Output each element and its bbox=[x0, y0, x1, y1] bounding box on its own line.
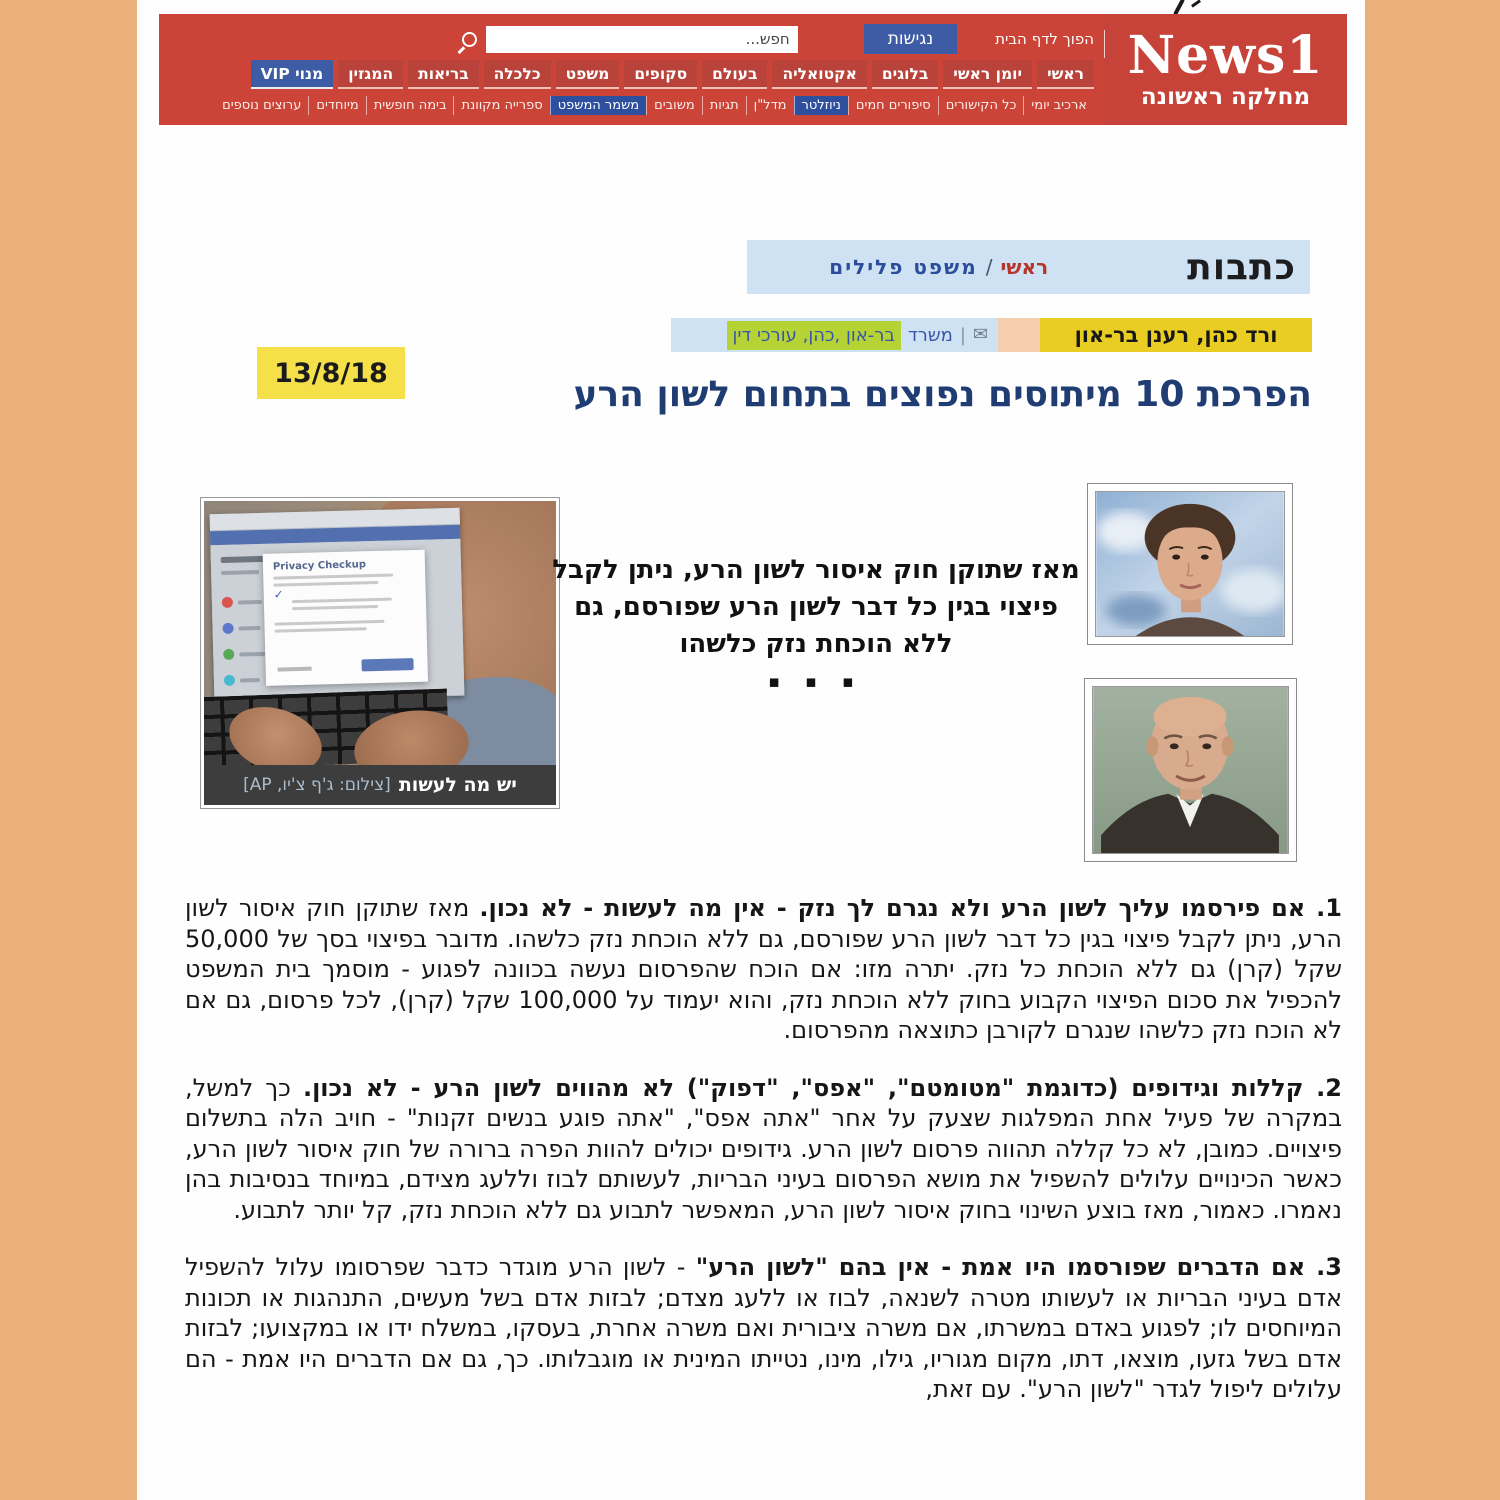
header-top-row bbox=[165, 21, 1094, 57]
paragraph-3-text: - לשון הרע מוגדר כדבר שפרסומו עלול להשפיל אדם בעיני הבריות או לעשותו מטרה לשנאה, לבוז או ללעג מצדם; לבזות אדם בשל מעשים, התנהגות או תכונות המיוחסים לו; לפגוע באדם במשרתו, אם משרה ציבורית ואם משרה אחרת, בעסקו, במשלח ידו או במקצועו; לבזות אדם בשל גזעו, מוצאו, דתו, מקום מגוריו, גילו, מינו, נטייתו המינית או מוגבלותו. כך, גם אם הדברים היו אמת - הם עלולים ליפול לגדר "לשון הרע". עם זאת, bbox=[185, 1253, 1342, 1403]
check-icon: ✓ bbox=[273, 587, 284, 602]
article-lede: מאז שתוקן חוק איסור לשון הרע, ניתן לקבל פיצוי בגין כל דבר לשון הרע שפורסם, גם ללא הוכחת נזק כלשהו bbox=[552, 555, 1080, 659]
article-headline: הפרכת 10 מיתוסים נפוצים בתחום לשון הרע bbox=[573, 374, 1312, 415]
accessibility-button[interactable]: נגישות bbox=[864, 24, 957, 54]
article-body bbox=[185, 893, 1342, 1432]
subnav-feedback[interactable]: משובים bbox=[646, 96, 702, 115]
laptop-screen bbox=[210, 508, 465, 702]
facebook-page bbox=[210, 539, 464, 701]
breadcrumb bbox=[829, 255, 1048, 279]
nav-tab-daily-log[interactable]: יומן ראשי bbox=[943, 60, 1032, 89]
paragraph-2-text: כך למשל, במקרה של פעיל אחת המפלגות שצעק על אחר "אתה אפס", "אתה פוגע בנשים זקנות" - חויב הלה בתשלום פיצויים. כמובן, לא כל קללה תהווה פרסום לשון הרע. גידופים יכולים להוות הפרה ברורה של חוק איסור לשון הרע, כאשר הכינויים עלולים להשפיל את מושא הפרסום בעיני הבריות, לעשותם לבוז וללעג מצידם, במיוחד בנסיבות בהן נאמרו. כאמור, מאז בוצע השינוי בחוק איסור לשון הרע, המאפשר לתבוע גם ללא הוכחת נזק, קל יותר לתבוע. bbox=[185, 1073, 1342, 1224]
subnav-more-channels[interactable]: ערוצים נוספים bbox=[222, 98, 302, 113]
paragraph-1-lead: 1. אם פירסמו עליך לשון הרע ולא נגרם לך נזק - אין מה לעשות - לא נכון. bbox=[479, 894, 1342, 922]
page-heading-bar bbox=[221, 556, 267, 563]
nav-tab-world[interactable]: בעולם bbox=[702, 60, 767, 89]
laptop-photo bbox=[204, 501, 556, 765]
nav-tab-vip[interactable]: מנוי VIP bbox=[251, 60, 334, 89]
main-nav bbox=[165, 60, 1094, 89]
divider-dots: ▪ ▪ ▪ bbox=[768, 672, 864, 692]
subnav-free-stage[interactable]: בימה חופשית bbox=[366, 96, 454, 115]
section-bar bbox=[747, 240, 1310, 294]
subnav-specials[interactable]: מיוחדים bbox=[308, 96, 365, 115]
logo-subtitle: מחלקה ראשונה bbox=[1140, 83, 1311, 110]
menu-dot-green bbox=[223, 649, 234, 660]
menu-dot-cyan bbox=[224, 675, 235, 686]
envelope-icon[interactable]: ✉ bbox=[972, 324, 988, 345]
article-date: 13/8/18 bbox=[257, 347, 405, 399]
breadcrumb-separator: / bbox=[985, 255, 993, 279]
nav-tab-law[interactable]: משפט bbox=[556, 60, 620, 89]
subnav-real-estate[interactable]: מדל"ן bbox=[746, 96, 794, 115]
photo-caption: יש מה לעשות bbox=[398, 774, 517, 796]
nav-tab-blogs[interactable]: בלוגים bbox=[872, 60, 938, 89]
privacy-checkup-title: Privacy Checkup bbox=[272, 559, 367, 573]
logo-divider bbox=[1104, 30, 1105, 58]
paragraph-3-lead: 3. אם הדברים שפורסמו היו אמת - אין בהם "לשון הרע" bbox=[695, 1253, 1342, 1281]
byline-separator: | bbox=[959, 324, 966, 346]
subnav-all-links[interactable]: כל הקישורים bbox=[938, 96, 1024, 115]
subnav-online-library[interactable]: ספרייה מקוונת bbox=[453, 96, 549, 115]
portrait-woman-card bbox=[1087, 483, 1293, 645]
nav-tab-current-affairs[interactable]: אקטואליה bbox=[772, 60, 866, 89]
office-name-link[interactable]: בר-און ,כהן, עורכי דין bbox=[727, 321, 901, 350]
section-title: כתבות bbox=[1187, 246, 1296, 288]
portrait-man-card bbox=[1084, 678, 1297, 862]
breadcrumb-root[interactable]: ראשי bbox=[1000, 255, 1049, 279]
paragraph-1-text: מאז שתוקן חוק איסור לשון הרע, ניתן לקבל פיצוי בגין כל דבר לשון הרע שפורסם, גם ללא הוכחת נזק כלשהו. מדובר בפיצוי בסך של 50,000 שקל (קרן) גם ללא הוכחת כל נזק. יתרה מזו: אם הוכח שהפרסום נעשה בכוונה לפגוע - מוסמך בית המשפט להכפיל את סכום הפיצוי הקבוע בחוק ללא הוכחת נזק, והוא יעמוד על 100,000 שקל (קרן), לכל פרסום, גם אם לא הוכח נזק כלשהו שנגרם לקורבן כתוצאה מהפרסום. bbox=[185, 894, 1343, 1044]
nav-tab-health[interactable]: בריאות bbox=[408, 60, 479, 89]
subnav-tags[interactable]: תגיות bbox=[702, 96, 746, 115]
subnav-newsletter[interactable]: ניוזלטר bbox=[794, 96, 848, 115]
menu-dot-red bbox=[222, 597, 233, 608]
paragraph-2-lead: 2. קללות וגידופים (כדוגמת "מטומטם", "אפס", "דפוק") לא מהווים לשון הרע - לא נכון. bbox=[302, 1073, 1342, 1102]
search-input[interactable] bbox=[486, 26, 798, 53]
nav-tab-magazine[interactable]: המגזין bbox=[338, 60, 403, 89]
make-homepage-link[interactable]: הפוך לדף הבית bbox=[995, 30, 1094, 48]
site-logo[interactable] bbox=[1104, 14, 1347, 125]
subnav-court-watch[interactable]: משמר המשפט bbox=[550, 96, 646, 115]
privacy-checkup-modal bbox=[263, 550, 428, 686]
modal-left-link bbox=[278, 667, 312, 672]
portrait-man-photo bbox=[1092, 686, 1289, 854]
scan-artifact-mark bbox=[1191, 0, 1201, 8]
subnav-hot-stories[interactable]: סיפורים חמים bbox=[848, 96, 938, 115]
nav-tab-home[interactable]: ראשי bbox=[1037, 60, 1094, 89]
portrait-woman-photo bbox=[1095, 491, 1285, 637]
logo-title: News1 bbox=[1127, 24, 1324, 86]
paragraph-1 bbox=[185, 893, 1342, 1046]
breadcrumb-category[interactable]: משפט פלילים bbox=[829, 255, 978, 279]
byline-spacer bbox=[998, 318, 1040, 352]
office-prefix[interactable]: משרד bbox=[907, 324, 953, 346]
photo-caption-bar bbox=[204, 765, 556, 805]
modal-blue-button bbox=[361, 658, 413, 671]
subnav-daily-archive[interactable]: ארכיב יומי bbox=[1023, 96, 1094, 115]
menu-dot-blue bbox=[222, 623, 233, 634]
nav-tab-economy[interactable]: כלכלה bbox=[484, 60, 551, 89]
scanned-page bbox=[137, 0, 1365, 1500]
photo-credit: [צילום: ג'ף צ'יו, AP] bbox=[243, 775, 391, 795]
article-photo-card bbox=[200, 497, 560, 809]
paragraph-2 bbox=[185, 1073, 1342, 1226]
byline-authors[interactable]: ורד כהן, רענן בר-און bbox=[1040, 318, 1312, 352]
sub-nav bbox=[165, 96, 1094, 115]
header-main bbox=[159, 14, 1104, 125]
site-header bbox=[159, 14, 1347, 125]
paragraph-3 bbox=[185, 1252, 1342, 1405]
search-icon[interactable] bbox=[462, 32, 477, 47]
search-box bbox=[462, 26, 798, 53]
nav-tab-scoops[interactable]: סקופים bbox=[624, 60, 697, 89]
byline-office-strip bbox=[671, 318, 998, 352]
